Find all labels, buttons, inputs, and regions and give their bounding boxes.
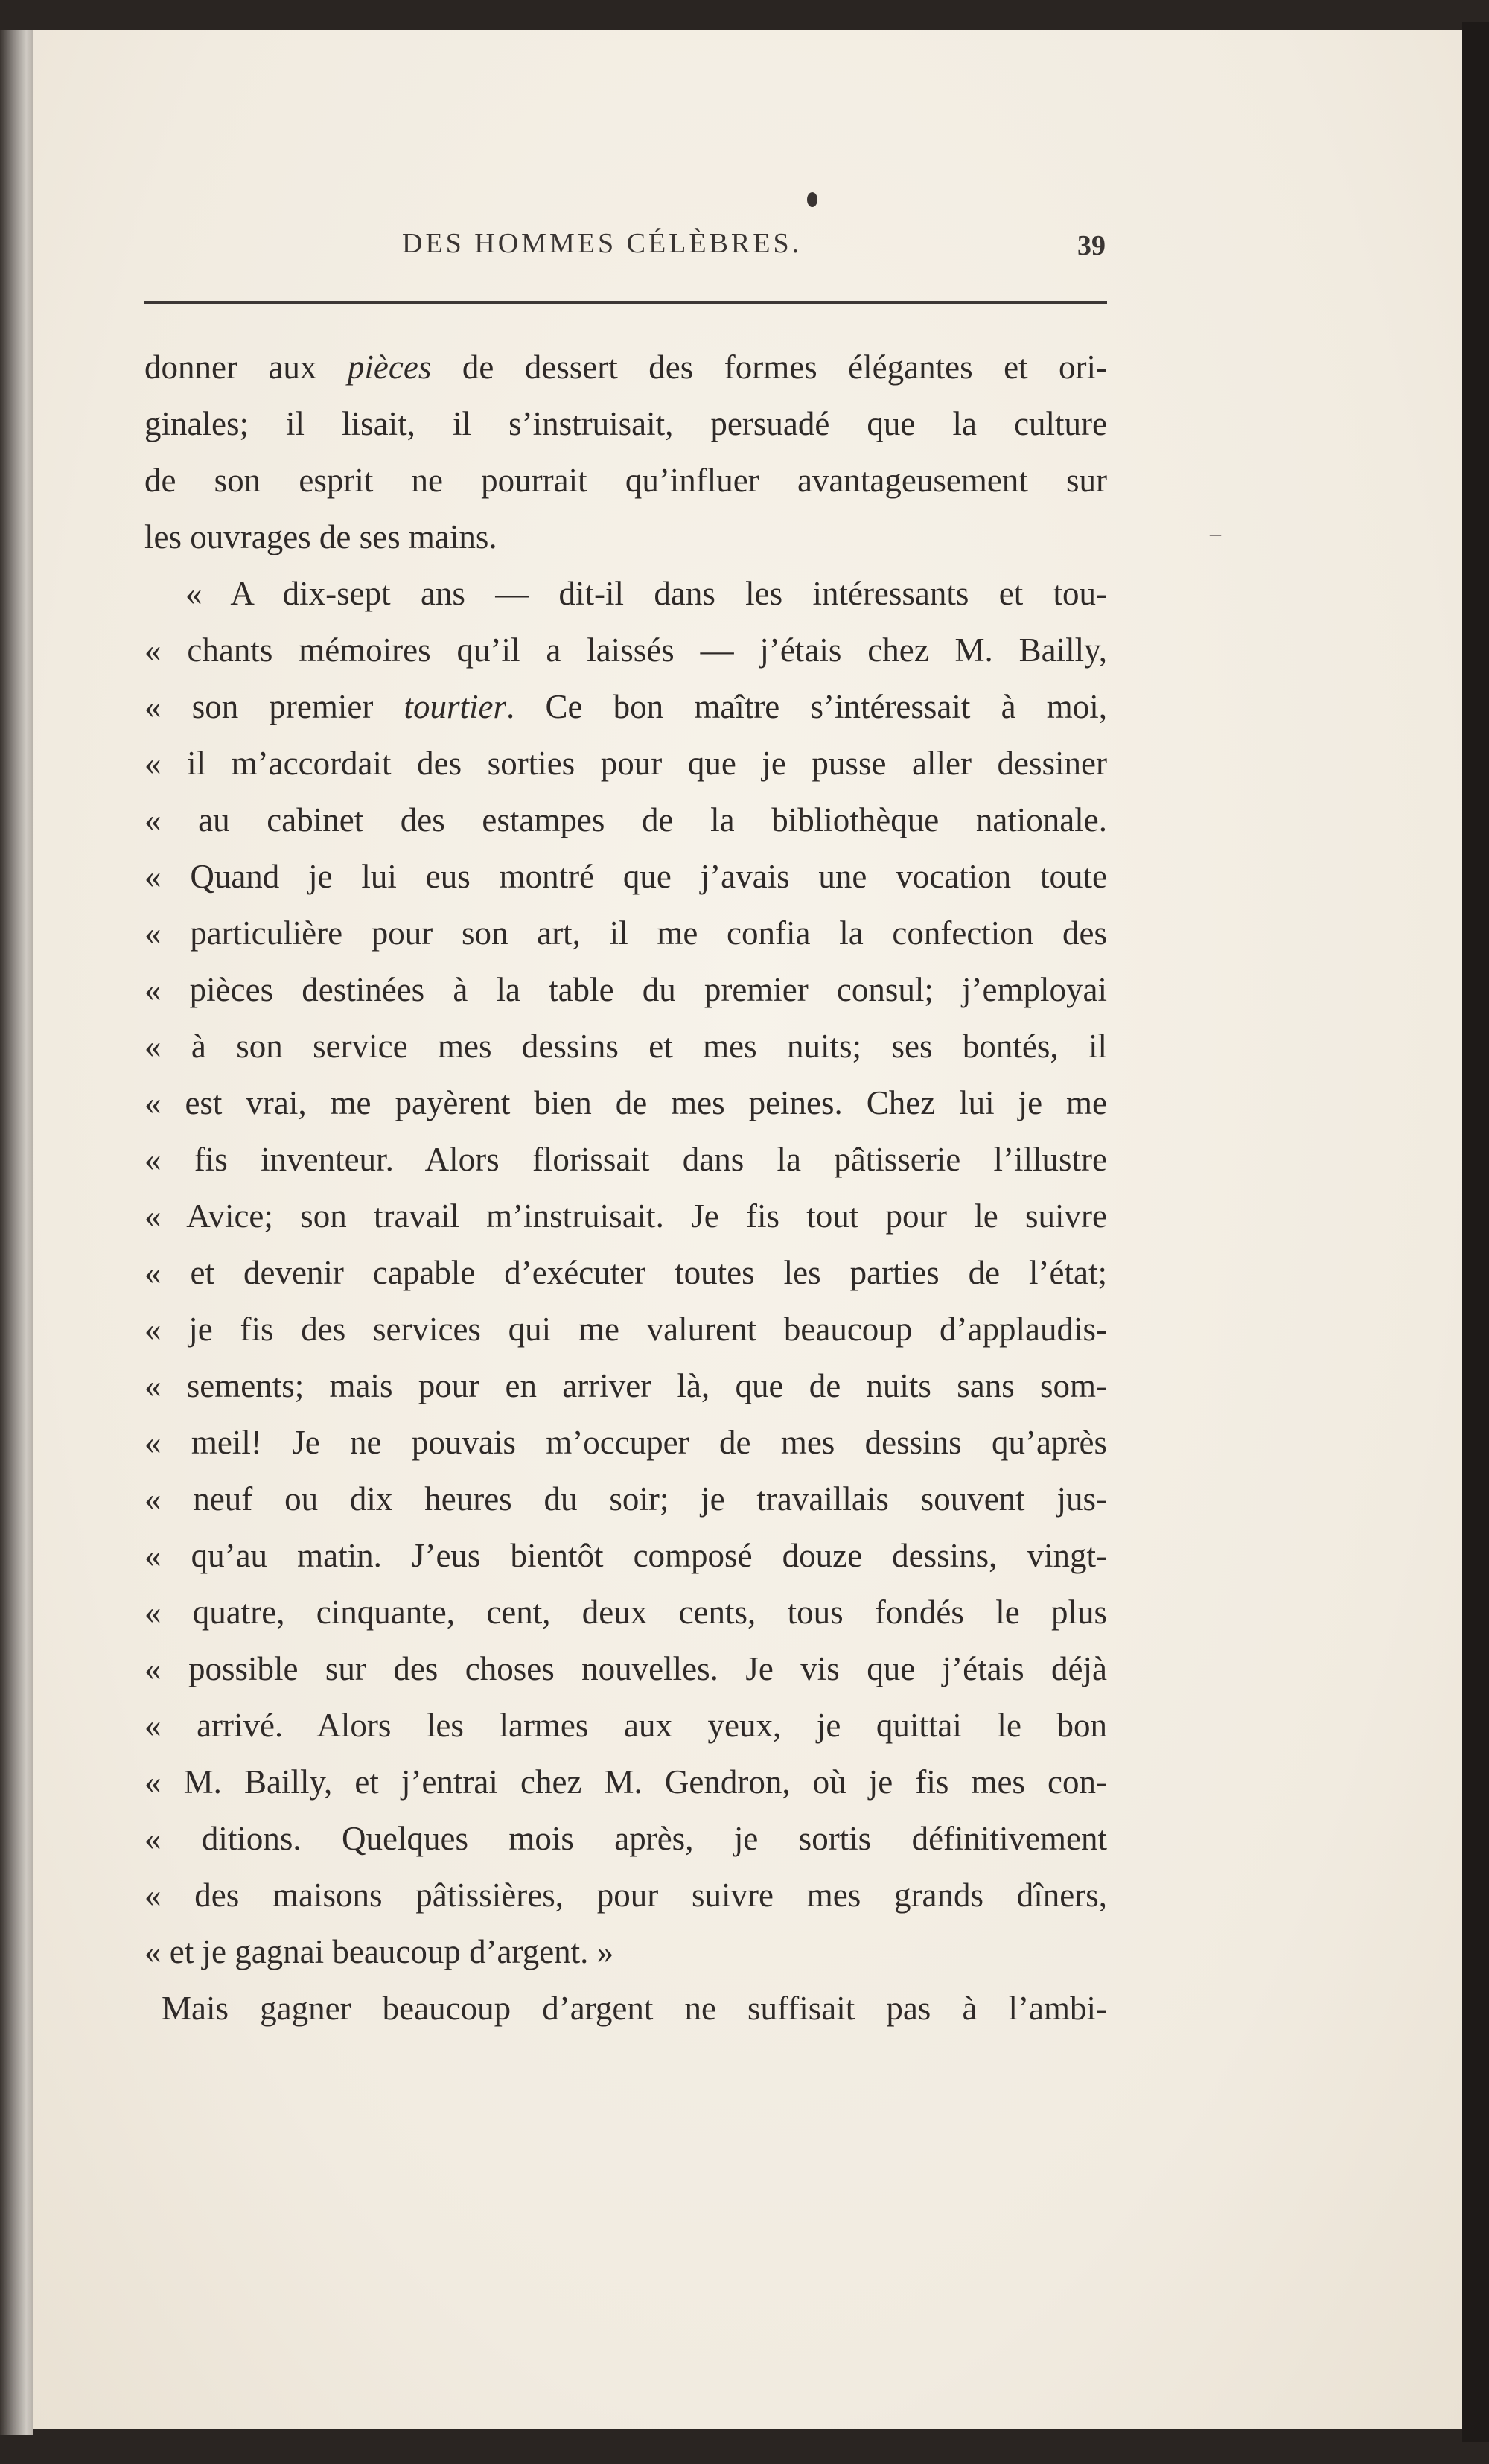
- text-line: « et je gagnai beaucoup d’argent. »: [144, 1933, 614, 1970]
- text-line: « son premier tourtier. Ce bon maître s’intéressait à moi,: [144, 688, 1108, 725]
- page-body-text: [144, 339, 1107, 2037]
- scan-border: [1462, 22, 1489, 2442]
- text-line: « ditions. Quelques mois après, je sortis définitivement: [144, 1820, 1107, 1857]
- text-line: « des maisons pâtissières, pour suivre mes grands dîners,: [144, 1876, 1107, 1914]
- text-line: « meil! Je ne pouvais m’occuper de mes dessins qu’après: [144, 1424, 1107, 1461]
- text-line: « quatre, cinquante, cent, deux cents, tous fondés le plus: [144, 1594, 1107, 1631]
- book-spine-edge: [0, 30, 33, 2435]
- ink-blot: [807, 192, 817, 207]
- text-line: « M. Bailly, et j’entrai chez M. Gendron, où je fis mes con-: [144, 1763, 1107, 1801]
- text-line: « fis inventeur. Alors florissait dans la pâtisserie l’illustre: [144, 1141, 1107, 1178]
- text-line: « chants mémoires qu’il a laissés — j’étais chez M. Bailly,: [144, 631, 1107, 669]
- page-number: 39: [1077, 230, 1106, 261]
- margin-mark: –: [1210, 521, 1221, 546]
- text-line: « A dix-sept ans — dit-il dans les intéressants et tou-: [185, 575, 1107, 612]
- text-line: « sements; mais pour en arriver là, que de nuits sans som-: [144, 1367, 1107, 1404]
- text-line: « il m’accordait des sorties pour que je pusse aller dessiner: [144, 745, 1107, 782]
- text-line: « Avice; son travail m’instruisait. Je fis tout pour le suivre: [144, 1197, 1107, 1235]
- running-title: DES HOMMES CÉLÈBRES.: [402, 228, 803, 259]
- text-line: « à son service mes dessins et mes nuits; ses bontés, il: [144, 1028, 1107, 1065]
- text-line: Mais gagner beaucoup d’argent ne suffisait pas à l’ambi-: [162, 1990, 1107, 2027]
- text-line: « pièces destinées à la table du premier consul; j’employai: [144, 971, 1107, 1008]
- text-line: « neuf ou dix heures du soir; je travaillais souvent jus-: [144, 1480, 1107, 1518]
- text-line: de son esprit ne pourrait qu’influer avantageusement sur: [144, 462, 1107, 499]
- header-rule: [144, 301, 1107, 304]
- text-line: « et devenir capable d’exécuter toutes les parties de l’état;: [144, 1254, 1107, 1291]
- text-line: « au cabinet des estampes de la bibliothèque nationale.: [144, 801, 1107, 838]
- text-line: « Quand je lui eus montré que j’avais une vocation toute: [144, 858, 1107, 895]
- text-line: « possible sur des choses nouvelles. Je vis que j’étais déjà: [144, 1650, 1107, 1687]
- text-line: « qu’au matin. J’eus bientôt composé douze dessins, vingt-: [144, 1537, 1107, 1574]
- text-line: « arrivé. Alors les larmes aux yeux, je quittai le bon: [144, 1707, 1107, 1744]
- text-line: « particulière pour son art, il me confia la confection des: [144, 914, 1107, 952]
- text-line: les ouvrages de ses mains.: [144, 518, 497, 555]
- text-line: donner aux pièces de dessert des formes élégantes et ori-: [144, 348, 1108, 386]
- text-line: ginales; il lisait, il s’instruisait, persuadé que la culture: [144, 405, 1107, 442]
- text-line: « est vrai, me payèrent bien de mes peines. Chez lui je me: [144, 1084, 1107, 1121]
- text-line: « je fis des services qui me valurent beaucoup d’applaudis-: [144, 1311, 1107, 1348]
